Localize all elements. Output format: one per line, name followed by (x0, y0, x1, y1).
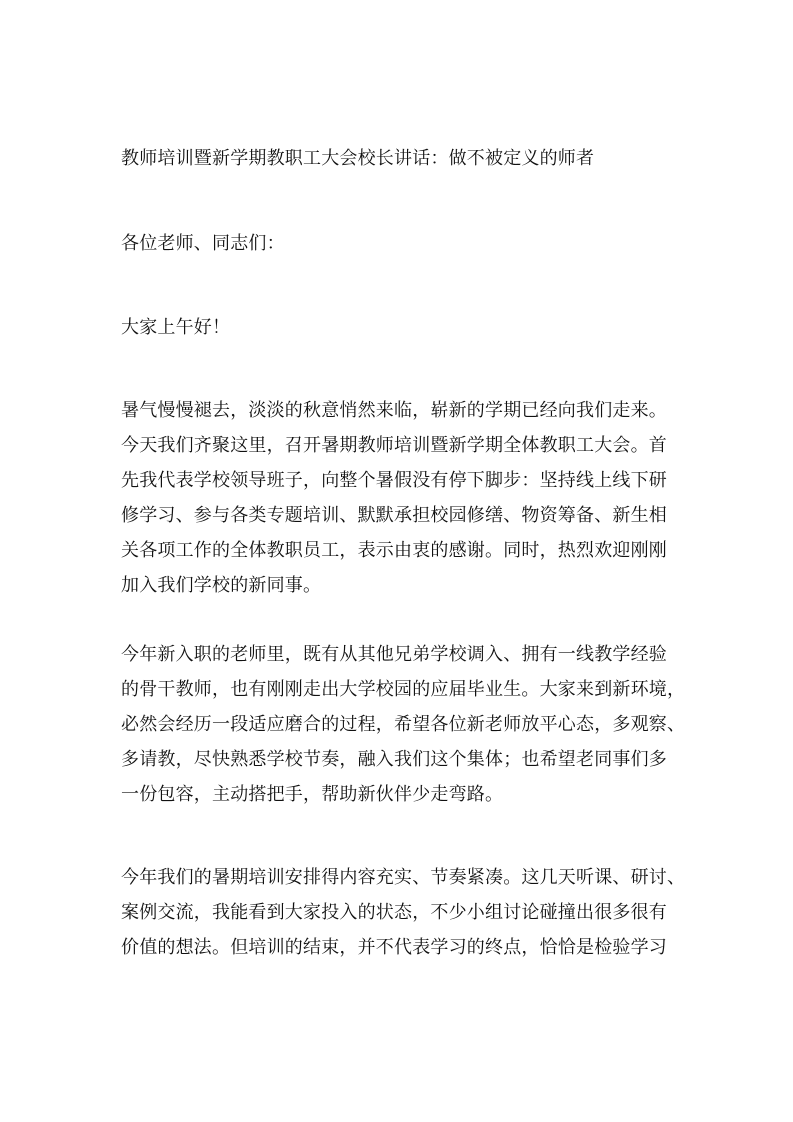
text-line: 今天我们齐聚这里，召开暑期教师培训暨新学期全体教职工大会。首 (121, 435, 667, 456)
text-line: 案例交流，我能看到大家投入的状态，不少小组讨论碰撞出很多很有 (121, 902, 667, 923)
paragraph-3 (121, 860, 686, 965)
text-line: 的骨干教师，也有刚刚走出大学校园的应届毕业生。大家来到新环境， (121, 679, 686, 700)
text-line: 今年新入职的老师里，既有从其他兄弟学校调入、拥有一线教学经验 (121, 644, 667, 665)
text-line: 关各项工作的全体教职员工，表示由衷的感谢。同时，热烈欢迎刚刚 (121, 540, 667, 561)
paragraph-1 (121, 393, 681, 603)
text-line: 必然会经历一段适应磨合的过程，希望各位新老师放平心态，多观察、 (121, 714, 686, 735)
text-line: 修学习、参与各类专题培训、默默承担校园修缮、物资筹备、新生相 (121, 505, 667, 526)
salutation: 各位老师、同志们： (121, 233, 285, 254)
text-line: 价值的想法。但培训的结束，并不代表学习的终点，恰恰是检验学习 (121, 937, 667, 958)
text-line: 今年我们的暑期培训安排得内容充实、节奏紧凑。这几天听课、研讨、 (121, 867, 686, 888)
greeting: 大家上午好！ (121, 317, 231, 338)
document-title: 教师培训暨新学期教职工大会校长讲话：做不被定义的师者 (121, 148, 595, 169)
text-line: 一份包容，主动搭把手，帮助新伙伴少走弯路。 (121, 784, 504, 805)
text-line: 多请教，尽快熟悉学校节奏，融入我们这个集体；也希望老同事们多 (121, 749, 667, 770)
paragraph-2 (121, 637, 686, 812)
text-line: 加入我们学校的新同事。 (121, 575, 322, 596)
text-line: 暑气慢慢褪去，淡淡的秋意悄然来临，崭新的学期已经向我们走来。 (121, 400, 667, 421)
text-line: 先我代表学校领导班子，向整个暑假没有停下脚步：坚持线上线下研 (121, 470, 667, 491)
